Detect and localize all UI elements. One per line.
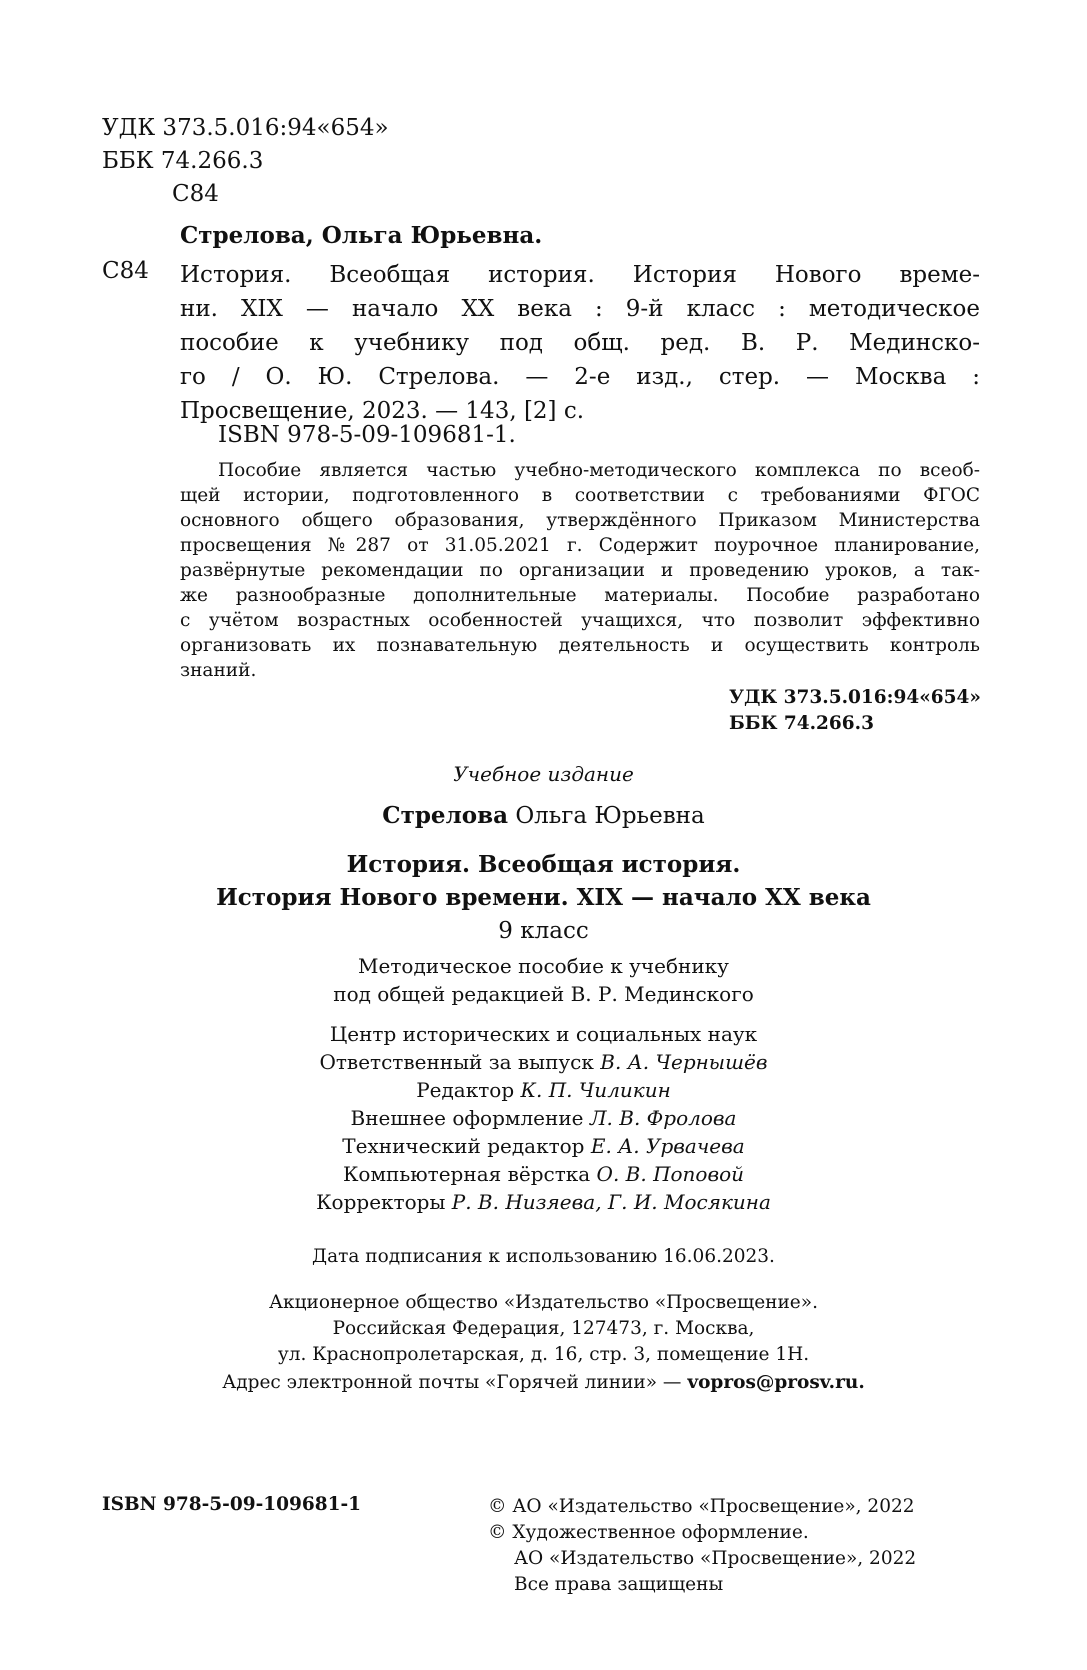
credit-role: Технический редактор — [342, 1134, 585, 1158]
credit-line — [0, 1048, 1087, 1076]
biblio-line: Просвещение, 2023. — 143, [2] с. — [180, 398, 585, 424]
title-line: История Нового времени. XIX — начало XX века — [216, 884, 871, 911]
credit-line — [0, 1104, 1087, 1132]
publisher-address — [0, 1290, 1087, 1368]
credit-role: Корректоры — [316, 1190, 446, 1214]
udk-code-bottom: УДК 373.5.016:94«654» — [728, 687, 981, 708]
credit-line — [0, 1132, 1087, 1160]
email-label: Адрес электронной почты «Горячей линии» — — [222, 1372, 682, 1393]
annotation-line: организовать их познавательную деятельность и осуществить контроль — [180, 635, 980, 656]
credit-role: Компьютерная вёрстка — [342, 1162, 591, 1186]
bibliographic-description — [180, 258, 980, 428]
credit-name: Р. В. Низяева, Г. И. Мосякина — [451, 1190, 771, 1214]
copyright-block — [488, 1494, 916, 1598]
credit-name: Л. В. Фролова — [589, 1106, 737, 1130]
biblio-line: го / О. Ю. Стрелова. — 2-е изд., стер. — Москва : — [180, 364, 980, 390]
credit-name: В. А. Чернышёв — [600, 1050, 768, 1074]
author-index-left: С84 — [102, 258, 149, 284]
classification-codes-bottom — [729, 685, 981, 737]
publisher-line: Акционерное общество «Издательство «Просвещение». — [269, 1292, 818, 1313]
footer-isbn: ISBN 978-5-09-109681-1 — [102, 1494, 362, 1515]
classification-codes — [102, 112, 389, 211]
credit-role: Центр исторических и социальных наук — [329, 1022, 758, 1046]
credit-name: О. В. Поповой — [596, 1162, 745, 1186]
annotation-line: Пособие является частью учебно-методического комплекса по всеоб- — [218, 460, 980, 481]
method-description — [0, 952, 1087, 1008]
annotation-line: знаний. — [180, 660, 257, 681]
credit-line — [0, 1188, 1087, 1216]
book-title — [0, 848, 1087, 914]
edition-type: Учебное издание — [453, 762, 634, 786]
copyright-line: © Художественное оформление. — [488, 1522, 809, 1543]
email-address: vopros@prosv.ru. — [687, 1372, 865, 1393]
isbn-line: ISBN 978-5-09-109681-1. — [218, 422, 516, 448]
bbk-code: ББК 74.266.3 — [102, 148, 264, 174]
annotation-line: с учётом возрастных особенностей учащихся, что позволит эффективно — [180, 610, 980, 631]
annotation-line: основного общего образования, утверждённого Приказом Министерства — [180, 510, 980, 531]
annotation-line: щей истории, подготовленного в соответствии с требованиями ФГОС — [180, 485, 980, 506]
method-line: Методическое пособие к учебнику — [358, 954, 729, 978]
credit-line — [0, 1020, 1087, 1048]
bbk-code-bottom: ББК 74.266.3 — [728, 713, 874, 734]
copyright-line: Все права защищены — [514, 1574, 724, 1595]
credit-line — [0, 1076, 1087, 1104]
method-line: под общей редакцией В. Р. Мединского — [333, 982, 754, 1006]
author-index: С84 — [172, 181, 219, 207]
author-name: Ольга Юрьевна — [515, 803, 705, 829]
biblio-line: История. Всеобщая история. История Нового време- — [180, 262, 980, 288]
annotation-line: же разнообразные дополнительные материалы. Пособие разработано — [180, 585, 980, 606]
biblio-line: пособие к учебнику под общ. ред. В. Р. Мединско- — [180, 330, 980, 356]
annotation — [180, 458, 980, 683]
credit-line — [0, 1160, 1087, 1188]
annotation-line: просвещения №287 от 31.05.2021 г. Содержит поурочное планирование, — [180, 535, 980, 556]
grade: 9 класс — [498, 918, 589, 944]
author-heading: Стрелова, Ольга Юрьевна. — [180, 222, 543, 249]
credit-role: Ответственный за выпуск — [319, 1050, 594, 1074]
biblio-line: ни. XIX — начало XX века : 9-й класс : методическое — [180, 296, 980, 322]
copyright-line: АО «Издательство «Просвещение», 2022 — [514, 1548, 917, 1569]
signing-date: Дата подписания к использованию 16.06.2023. — [312, 1246, 775, 1267]
hotline-email — [0, 1372, 1087, 1393]
copyright-line: © АО «Издательство «Просвещение», 2022 — [488, 1496, 915, 1517]
credit-role: Внешнее оформление — [350, 1106, 584, 1130]
author-surname: Стрелова — [382, 802, 509, 829]
credits — [0, 1020, 1087, 1216]
annotation-line: развёрнутые рекомендации по организации и проведению уроков, а так- — [180, 560, 980, 581]
credit-name: Е. А. Урвачева — [590, 1134, 745, 1158]
publisher-line: Российская Федерация, 127473, г. Москва, — [332, 1318, 755, 1339]
title-line: История. Всеобщая история. — [346, 851, 741, 878]
credit-role: Редактор — [416, 1078, 515, 1102]
udk-code: УДК 373.5.016:94«654» — [102, 115, 389, 141]
imprint-author — [0, 802, 1087, 829]
publisher-line: ул. Краснопролетарская, д. 16, стр. 3, помещение 1Н. — [277, 1344, 810, 1365]
credit-name: К. П. Чиликин — [520, 1078, 671, 1102]
